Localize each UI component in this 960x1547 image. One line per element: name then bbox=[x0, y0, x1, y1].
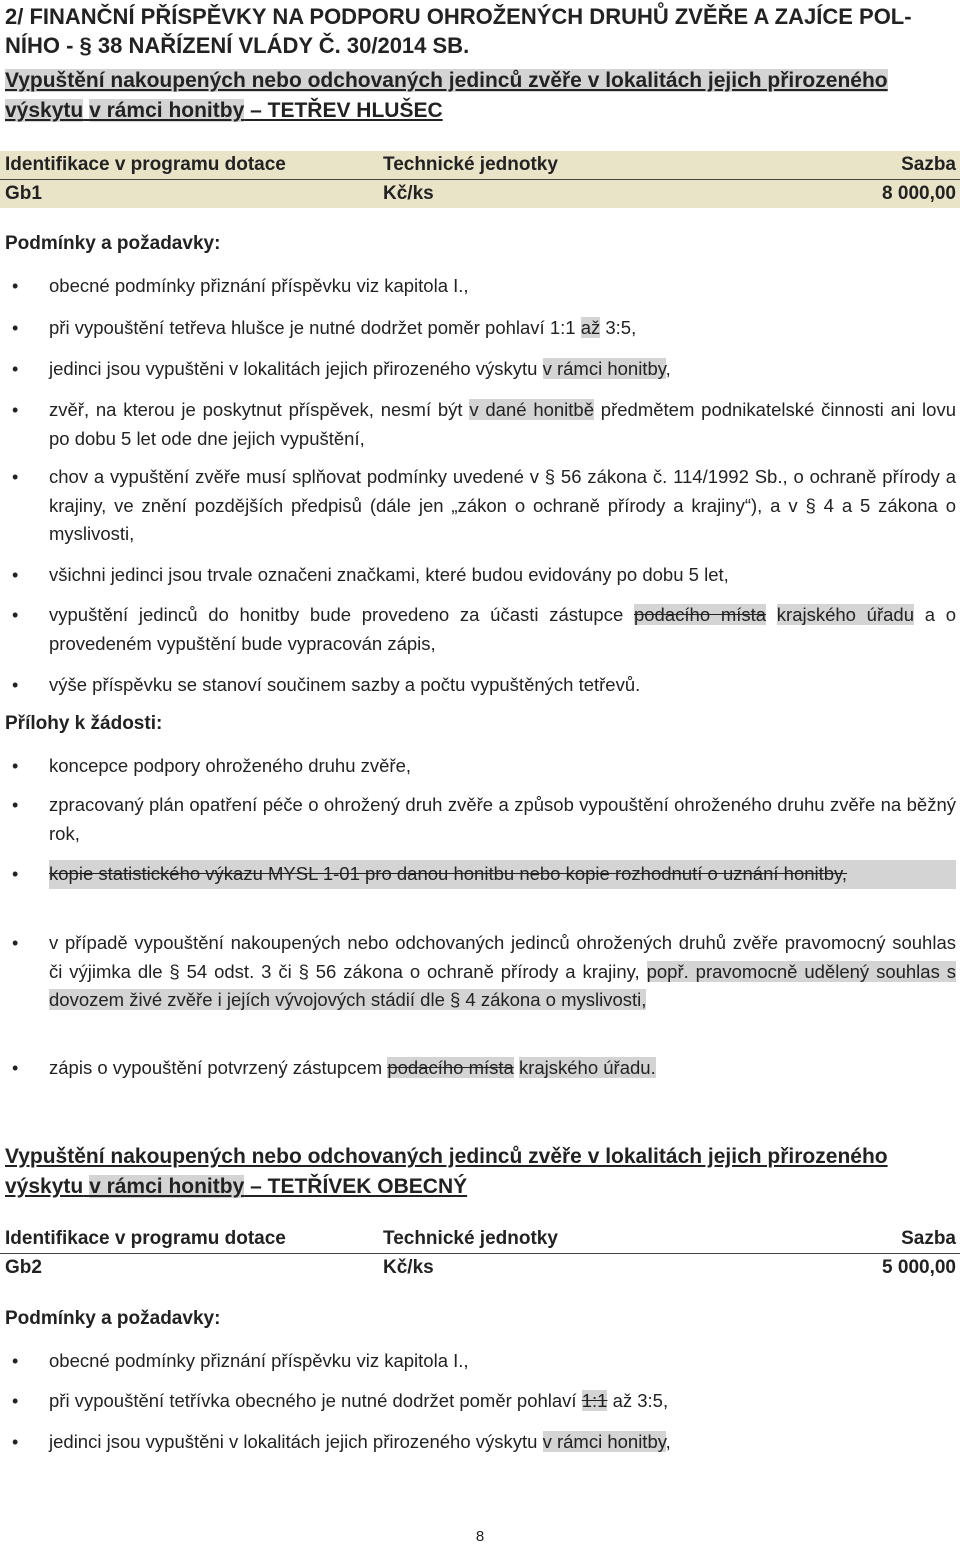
attachments-heading: Přílohy k žádosti: bbox=[5, 713, 163, 734]
page-number: 8 bbox=[475, 1528, 485, 1545]
conditions-heading: Podmínky a požadavky: bbox=[5, 1308, 221, 1329]
col-units: Technické jednotky bbox=[383, 154, 558, 175]
section-title-text: Vypuštění nakoupených nebo odchovaných jedinců zvěře v lokalitách jejich přirozeného výskytu bbox=[5, 69, 888, 122]
conditions-heading: Podmínky a požadavky: bbox=[5, 233, 221, 254]
rate-table-header bbox=[0, 151, 960, 180]
cell-code: Gb2 bbox=[5, 1257, 42, 1278]
col-units: Technické jednotky bbox=[383, 1228, 558, 1249]
section-title-species: – TETŘÍVEK OBECNÝ bbox=[244, 1175, 468, 1198]
rate-table-row bbox=[0, 180, 960, 208]
rate-table-gb1 bbox=[0, 151, 960, 208]
document-page: 2/ FINANČNÍ PŘÍSPĚVKY NA PODPORU OHROŽENÝCH DRUHŮ ZVĚŘE A ZAJÍCE POL-NÍHO - § 38 NAŘÍZENÍ VLÁDY Č. 30/2014 SB. Vypuštění nakoupených nebo odchovaných jedinců zvěře v lokalitách jejich přirozeného výskytu v rámci honitby – TETŘEV HLUŠEC Identifikace v programu dotace Technické jednotky Sazba Gb1 Kč/ks 8 000,00 Podmínky a požadavky: • obecné podmínky přiznání příspěvku viz kapitola I., • při vypouštění tetřeva hlušce je nutné dodržet poměr pohlaví 1:1 až 3:5, • jedinci jsou vypuštěni v lokalitách jejich přirozeného výskytu v rámci honitby, • zvěř, na kterou je poskytnut příspěvek, nesmí být v dané honitbě předmětem podnikatelské činnosti ani lovu po dobu 5 let ode dne jejich vypuštění, • chov a vypuštění zvěře musí splňovat podmínky uvedené v § 56 zákona č. 114/1992 Sb., o ochraně přírody a krajiny, ve znění pozdějších předpisů (dále jen „zákon o ochraně přírody a krajiny“), a v § 4 a 5 zákona o myslivosti, • všichni jedinci jsou trvale označeni značkami, které budou evidovány po dobu 5 let, • vypuštění jedinců do honitby bude provedeno za účasti zástupce podacího místa krajského úřadu a o provedeném vypuštění bude vypracován zápis, • výše příspěvku se stanoví součinem sazby a počtu vypuštěných tetřevů. Přílohy k žádosti: • koncepce podpory ohroženého druhu zvěře, • zpracovaný plán opatření péče o ohrožený druh zvěře a způsob vypouštění ohroženého druhu zvěře na běžný rok, • kopie statistického výkazu MYSL 1-01 pro danou honitbu nebo kopie rozhodnutí o uznání honitby, • v případě vypouštění nakoupených nebo odchovaných jedinců ohrožených druhů zvěře pravomocný souhlas či výjimka dle § 54 odst. 3 či § 56 zákona o ochraně přírody a krajiny, popř. pravomocně udělený souhlas s dovozem živé zvěře i jejích vývojových stádií dle § 4 zákona o myslivosti, • zápis o vypouštění potvrzený zástupcem podacího místa krajského úřadu. Vypuštění nakoupených nebo odchovaných jedinců zvěře v lokalitách jejich přirozeného výskytu v rámci honitby – TETŘÍVEK OBECNÝ Identifikace v programu dotace Technické jednotky Sazba Gb2 Kč/ks 5 000,00 Podmínky a požadavky: • obecné podmínky přiznání příspěvku viz kapitola I., • při vypouštění tetřívka obecného je nutné dodržet poměr pohlaví 1:1 až 3:5, • jedinci jsou vypuštěni v lokalitách jejich přirozeného výskytu v rámci honitby, 8 bbox=[0, 0, 960, 1547]
col-identification: Identifikace v programu dotace bbox=[5, 1228, 286, 1249]
cell-unit: Kč/ks bbox=[383, 1257, 434, 1278]
cell-rate: 8 000,00 bbox=[882, 183, 956, 204]
rate-table-gb2 bbox=[0, 1225, 960, 1282]
cell-code: Gb1 bbox=[5, 183, 42, 204]
col-identification: Identifikace v programu dotace bbox=[5, 154, 286, 175]
rate-table-header bbox=[0, 1225, 960, 1254]
section-title-tetrivek bbox=[5, 1142, 955, 1202]
rate-table-row bbox=[0, 1254, 960, 1282]
section-title-highlight: v rámci honitby bbox=[89, 1175, 245, 1198]
cell-unit: Kč/ks bbox=[383, 183, 434, 204]
section-title-tetrev bbox=[5, 66, 955, 126]
cell-rate: 5 000,00 bbox=[882, 1257, 956, 1278]
section-title-species: – TETŘEV HLUŠEC bbox=[244, 99, 443, 122]
col-rate: Sazba bbox=[901, 154, 956, 175]
chapter-title: 2/ FINANČNÍ PŘÍSPĚVKY NA PODPORU OHROŽENÝCH DRUHŮ ZVĚŘE A ZAJÍCE POL-NÍHO - § 38 NAŘÍZENÍ VLÁDY Č. 30/2014 SB. bbox=[5, 4, 912, 58]
section-title-highlight: v rámci honitby bbox=[89, 99, 245, 122]
col-rate: Sazba bbox=[901, 1228, 956, 1249]
section-title-text: Vypuštění nakoupených nebo odchovaných jedinců zvěře v lokalitách jejich přirozeného výskytu bbox=[5, 1145, 888, 1198]
